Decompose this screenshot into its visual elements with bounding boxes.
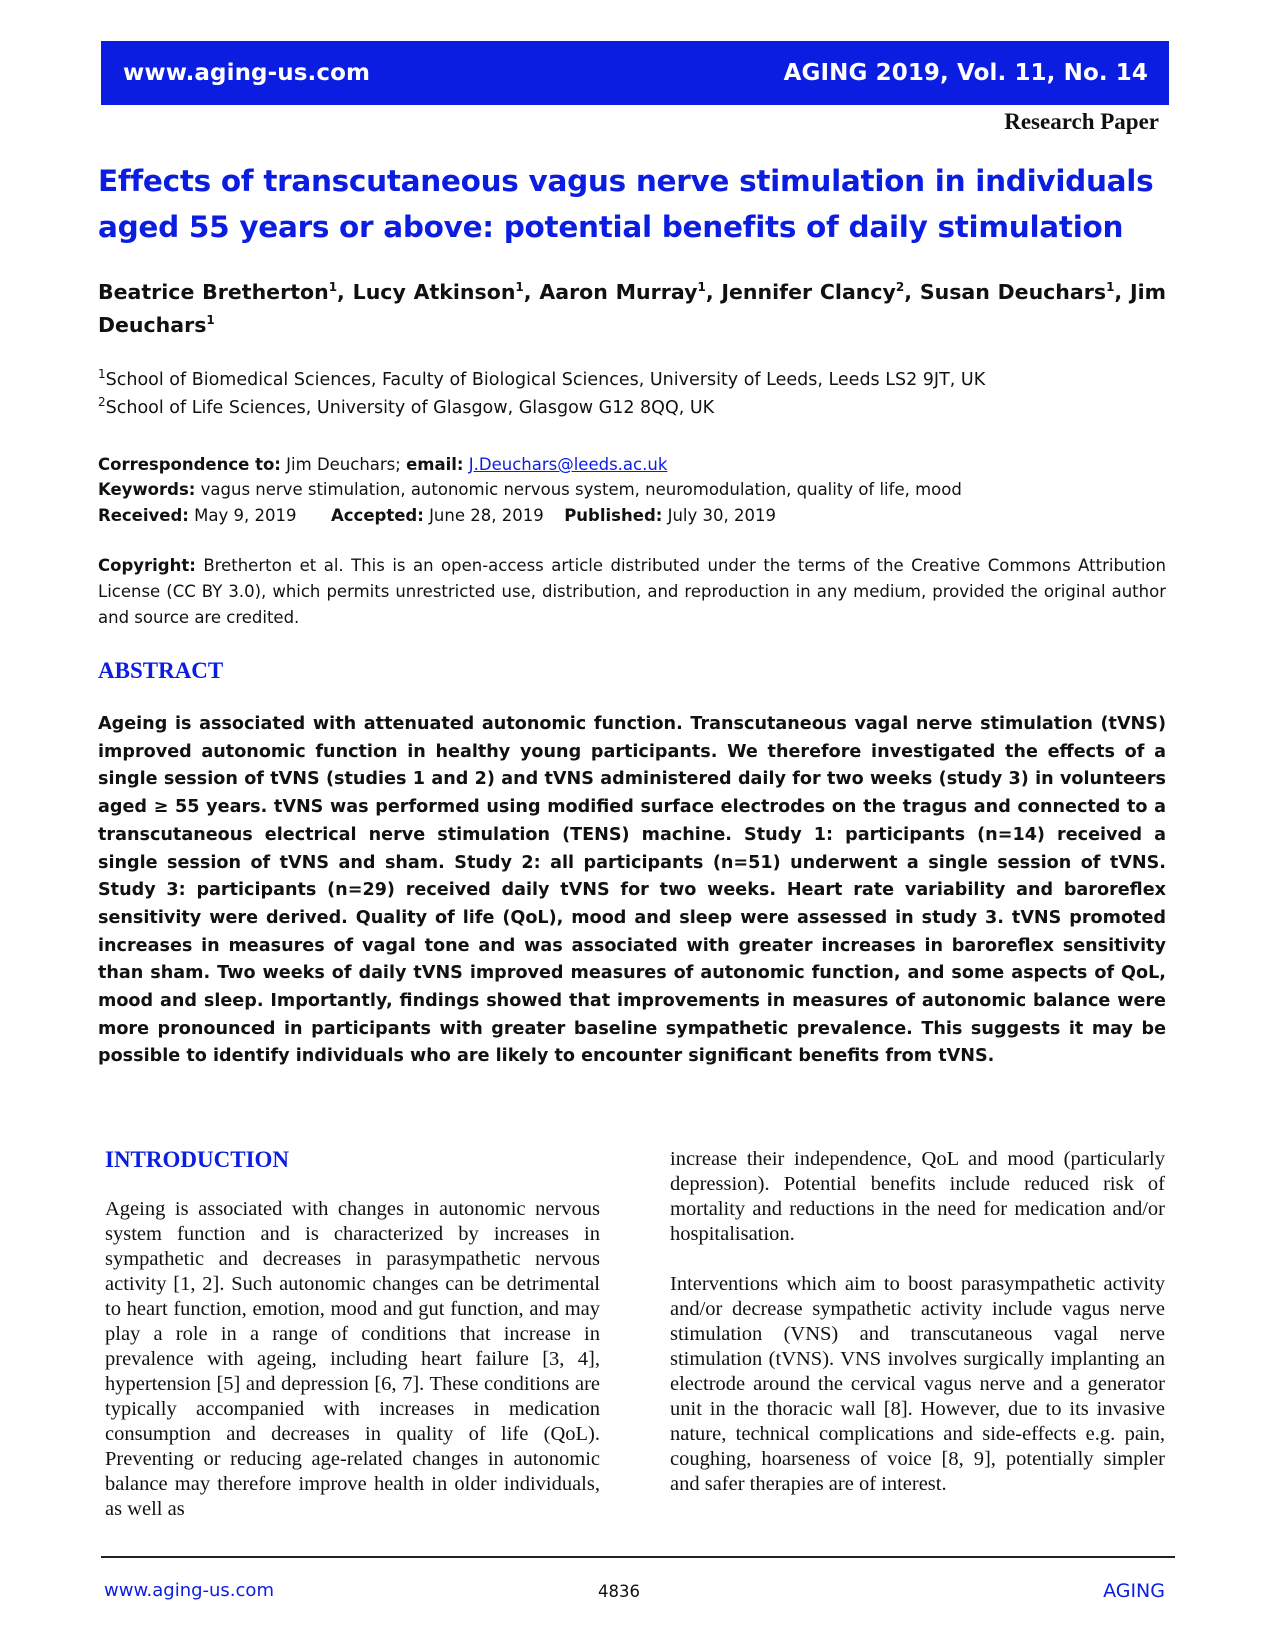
intro-right-paragraph-2: Interventions which aim to boost parasympathetic activity and/or decrease sympathetic activity include vagus nerve stimulation (VNS) and transcutaneous vagal nerve stimulation (tVNS). VNS involves surgically implanting an electrode around the cervical vagus nerve and a generator unit in the thoracic wall [8]. However, due to its invasive nature, technical complications and side-effects e.g. pain, coughing, hoarseness of voice [8, 9], potentially simpler and safer therapies are of interest.: [670, 1273, 1165, 1495]
accepted-label: Accepted:: [330, 506, 424, 525]
author-name: Jim Deuchars: [98, 280, 1167, 337]
introduction-heading: INTRODUCTION: [105, 1147, 290, 1172]
author-name: Aaron Murray: [539, 280, 698, 304]
received-label: Received:: [98, 506, 189, 525]
author-separator: ,: [705, 280, 722, 304]
header-issue: AGING 2019, Vol. 11, No. 14: [783, 60, 1148, 86]
affiliation-number: 1: [98, 367, 106, 382]
correspondence-label: Correspondence to:: [98, 455, 281, 474]
author-list: [98, 276, 1166, 342]
copyright-text: Bretherton et al. This is an open-access article distributed under the terms of the Creative Commons Attribution License (CC BY 3.0), which permits unrestricted use, distribution, and reproduction in any medium, provided the original author and source are credited.: [98, 556, 1166, 627]
copyright-notice: [98, 553, 1166, 631]
keywords-text: vagus nerve stimulation, autonomic nervous system, neuromodulation, quality of life, mood: [200, 480, 962, 499]
author-separator: ,: [1114, 280, 1131, 304]
correspondence-name: Jim Deuchars;: [286, 455, 401, 474]
affiliation-number: 2: [98, 395, 106, 410]
abstract-heading: ABSTRACT: [98, 658, 224, 683]
author-affiliation-mark: 1: [515, 280, 524, 295]
footer-site-link[interactable]: www.aging-us.com: [104, 1580, 274, 1601]
intro-right-paragraph-1: increase their independence, QoL and mood (particularly depression). Potential benefits include reduced risk of mortality and reductions in the need for medication and/or hospitalisation.: [670, 1148, 1165, 1245]
author-name: Jennifer Clancy: [721, 280, 896, 304]
keywords-line: [98, 477, 1166, 503]
footer-divider: [101, 1556, 1175, 1558]
paper-title: Effects of transcutaneous vagus nerve stimulation in individuals aged 55 years or above: potential benefits of daily stimulation: [98, 164, 1154, 244]
author-name: Susan Deuchars: [919, 280, 1107, 304]
affiliation-1: [98, 367, 1166, 390]
paper-type-label: Research Paper: [1004, 109, 1159, 134]
affiliation-2: [98, 395, 1166, 418]
header-site-link[interactable]: www.aging-us.com: [123, 60, 371, 86]
footer-journal-name: AGING: [1103, 1580, 1165, 1602]
author-name: Lucy Atkinson: [352, 280, 516, 304]
journal-header-bar: [101, 41, 1169, 105]
dates-line: [98, 503, 1166, 529]
abstract-text: Ageing is associated with attenuated autonomic function. Transcutaneous vagal nerve stimulation (tVNS) improved autonomic function in healthy young participants. We therefore investigated the effects of a single session of tVNS (studies 1 and 2) and tVNS administered daily for two weeks (study 3) in volunteers aged ≥ 55 years. tVNS was performed using modified surface electrodes on the tragus and connected to a transcutaneous electrical nerve stimulation (TENS) machine. Study 1: participants (n=14) received a single session of tVNS and sham. Study 2: all participants (n=51) underwent a single session of tVNS. Study 3: participants (n=29) received daily tVNS for two weeks. Heart rate variability and baroreflex sensitivity were derived. Quality of life (QoL), mood and sleep were assessed in study 3. tVNS promoted increases in measures of vagal tone and was associated with greater increases in baroreflex sensitivity than sham. Two weeks of daily tVNS improved measures of autonomic function, and some aspects of QoL, mood and sleep. Importantly, findings showed that improvements in measures of autonomic balance were more pronounced in participants with greater baseline sympathetic prevalence. This suggests it may be possible to identify individuals who are likely to encounter significant benefits from tVNS.: [98, 714, 1166, 1067]
author-affiliation-mark: 1: [1106, 280, 1115, 295]
author-affiliation-mark: 1: [328, 280, 338, 295]
author-affiliation-mark: 2: [895, 280, 905, 295]
page-number: 4836: [598, 1582, 640, 1601]
keywords-label: Keywords:: [98, 480, 196, 499]
copyright-label: Copyright:: [98, 556, 196, 575]
author-affiliation-mark: 1: [206, 313, 215, 328]
published-date: July 30, 2019: [667, 506, 777, 525]
author-name: Beatrice Bretherton: [98, 280, 329, 304]
author-separator: ,: [904, 280, 920, 304]
intro-left-paragraph: Ageing is associated with changes in autonomic nervous system function and is characterized by increases in sympathetic and decreases in parasympathetic nervous activity [1, 2]. Such autonomic changes can be detrimental to heart function, emotion, mood and gut function, and may play a role in a range of conditions that increase in prevalence with ageing, including heart failure [3, 4], hypertension [5] and depression [6, 7]. These conditions are typically accompanied with increases in medication consumption and decreases in quality of life (QoL). Preventing or reducing age-related changes in autonomic balance may therefore improve health in older individuals, as well as: [105, 1198, 600, 1520]
published-label: Published:: [564, 506, 663, 525]
accepted-date: June 28, 2019: [429, 506, 544, 525]
author-separator: ,: [337, 280, 353, 304]
author-affiliation-mark: 1: [697, 280, 706, 295]
author-separator: ,: [523, 280, 540, 304]
correspondence-line: [98, 452, 1166, 478]
email-label: email:: [406, 455, 464, 474]
received-date: May 9, 2019: [194, 506, 297, 525]
affiliation-text: School of Biomedical Sciences, Faculty of Biological Sciences, University of Leeds, Leeds LS2 9JT, UK: [105, 370, 986, 390]
email-link[interactable]: J.Deuchars@leeds.ac.uk: [468, 455, 668, 474]
affiliation-text: School of Life Sciences, University of Glasgow, Glasgow G12 8QQ, UK: [105, 398, 715, 418]
